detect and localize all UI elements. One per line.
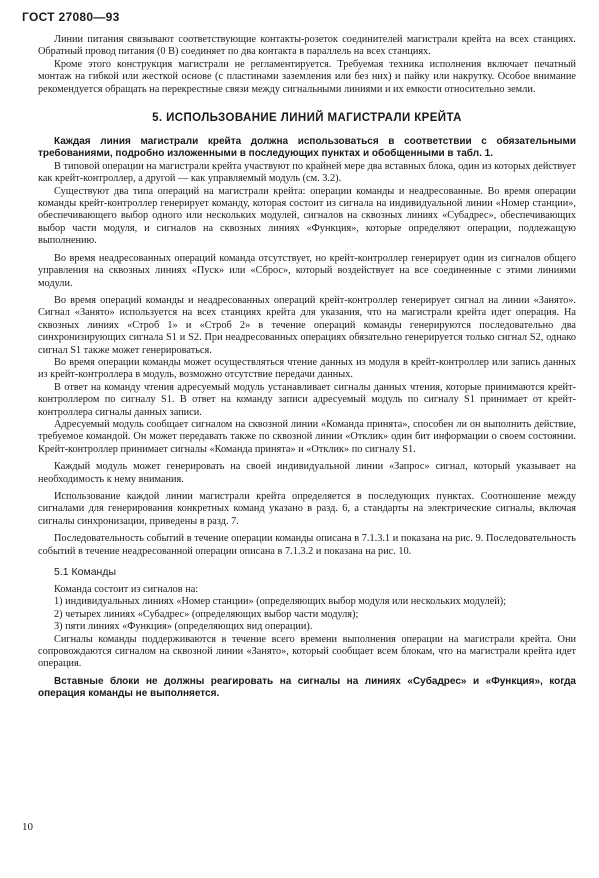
- subsection-intro: Команда состоит из сигналов на:: [54, 584, 199, 596]
- section-paragraph-9: Использование каждой линии магистрали крейта определяется в последующих пунктах. Соотношение между сигналами для генерирования конкретных команд указано в разд. 6, а стандарты на электрические сигналы, включая сигналы синхронизации, приведены в разд. 7.: [38, 491, 576, 527]
- section-paragraph-1: В типовой операции на магистрали крейта участвуют по крайней мере два вставных блока, один из которых действует как крейт-контроллер, а другой — как управляемый модуль (см. 3.2).: [38, 160, 576, 185]
- section-paragraph-7: Адресуемый модуль сообщает сигналом на сквозной линии «Команда принята», способен ли он выполнить действие, требуемое командой. Он может передавать также по сквозной линии «Отклик» один бит информации о своем состоянии. Крейт-контроллер принимает сигналы «Команда принята» и «Отклик» по сигналу S1.: [38, 418, 576, 455]
- section-paragraph-4: Во время операций команды и неадресованных операций крейт-контроллер генерирует сигнал на линии «Занято». Сигнал «Занято» используется на всех станциях крейта для указания, что на магистрали крейта идет операция. На сквозных линиях «Строб 1» и «Строб 2» в течение операций команды генерируются последовательно два синхронизирующих сигнала S1 и S2. При неадресованных операциях обязательно генерируется только сигнал S2, однако сигнал S1 также может генерироваться.: [38, 294, 576, 356]
- list-item: 1) индивидуальных линиях «Номер станции» (определяющих выбор модуля или нескольких модулей);: [54, 596, 507, 608]
- list-item: 3) пяти линиях «Функция» (определяющих вид операции).: [54, 621, 313, 633]
- section-paragraph-5: Во время операции команды может осуществляться чтение данных из модуля в крейт-контроллер или запись данных из крейт-контроллера в модуль, возможно отсутствие передачи данных.: [38, 356, 576, 381]
- page-number: 10: [22, 821, 33, 833]
- section-paragraph-6: В ответ на команду чтения адресуемый модуль устанавливает сигналы данных чтения, которые принимаются крейт-контроллером по сигналу S1. В ответ на команду записи адресуемый модуль по сигналу S1 принимает от крейт-контроллера сигналы данных записи.: [38, 381, 576, 418]
- subsection-title: 5.1 Команды: [54, 566, 117, 579]
- command-signal-list: [38, 596, 576, 633]
- intro-paragraph-2: Кроме этого конструкция магистрали не регламентируется. Требуемая техника исполнения включает печатный монтаж на гибкой или жесткой основе (с пластинами заземления или без них) и пайку или накрутку. Особое внимание рекомендуется обращать на перекрестные связи между сигнальными линиями и их емкости относительно земли.: [38, 58, 576, 95]
- section-paragraph-8: Каждый модуль может генерировать на своей индивидуальной линии «Запрос» сигнал, который указывает на необходимость к нему внимания.: [38, 461, 576, 485]
- section-paragraph-2: Существуют два типа операций на магистрали крейта: операции команды и неадресованные. Во время операции команды крейт-контроллер генерирует команду, которая состоит из сигнала на индивидуальной линии «Номер станции», обеспечивающего выбор одного или нескольких модулей, сигналов на сквозных линиях «Субадрес», обеспечивающих выбор части модуля, и сигналов на сквозных линиях «Функция», которые определяют операции, подлежащую выполнению.: [38, 185, 576, 247]
- intro-paragraph-1: Линии питания связывают соответствующие контакты-розеток соединителей магистрали крейта на всех станциях. Обратный провод питания (0 В) соединяет по два контакта в параллель на всех станциях.: [38, 34, 576, 58]
- document-header: ГОСТ 27080—93: [22, 10, 120, 24]
- subsection-bold-note: Вставные блоки не должны реагировать на сигналы на линиях «Субадрес» и «Функция», когда операция команды не выполняется.: [38, 675, 576, 700]
- document-body: [38, 34, 576, 701]
- list-item: 2) четырех линиях «Субадрес» (определяющих выбор части модуля);: [54, 608, 359, 620]
- section-paragraph-10: Последовательность событий в течение операции команды описана в 7.1.3.1 и показана на рис. 9. Последовательность событий в течение неадресованной операции описана в 7.1.3.2 и показана на рис. 10.: [38, 533, 576, 557]
- section-paragraph-3: Во время неадресованных операций команда отсутствует, но крейт-контроллер генерирует один из сигналов общего управления на сквозных линиях «Пуск» или «Сброс», который воздействует на все соединенные с этими линиями модули.: [38, 252, 576, 289]
- section-lead: Каждая линия магистрали крейта должна использоваться в соответствии с обязательными требованиями, подробно изложенными в последующих пунктах и обобщенными в табл. 1.: [38, 136, 576, 160]
- section-title: 5. ИСПОЛЬЗОВАНИЕ ЛИНИЙ МАГИСТРАЛИ КРЕЙТА: [152, 112, 462, 125]
- subsection-paragraph: Сигналы команды поддерживаются в течение всего времени выполнения операции на магистрали крейта. Они сопровождаются сигналом на сквозной линии «Занято», который сообщает всем блокам, что на магистрали крейта идет операция.: [38, 633, 576, 670]
